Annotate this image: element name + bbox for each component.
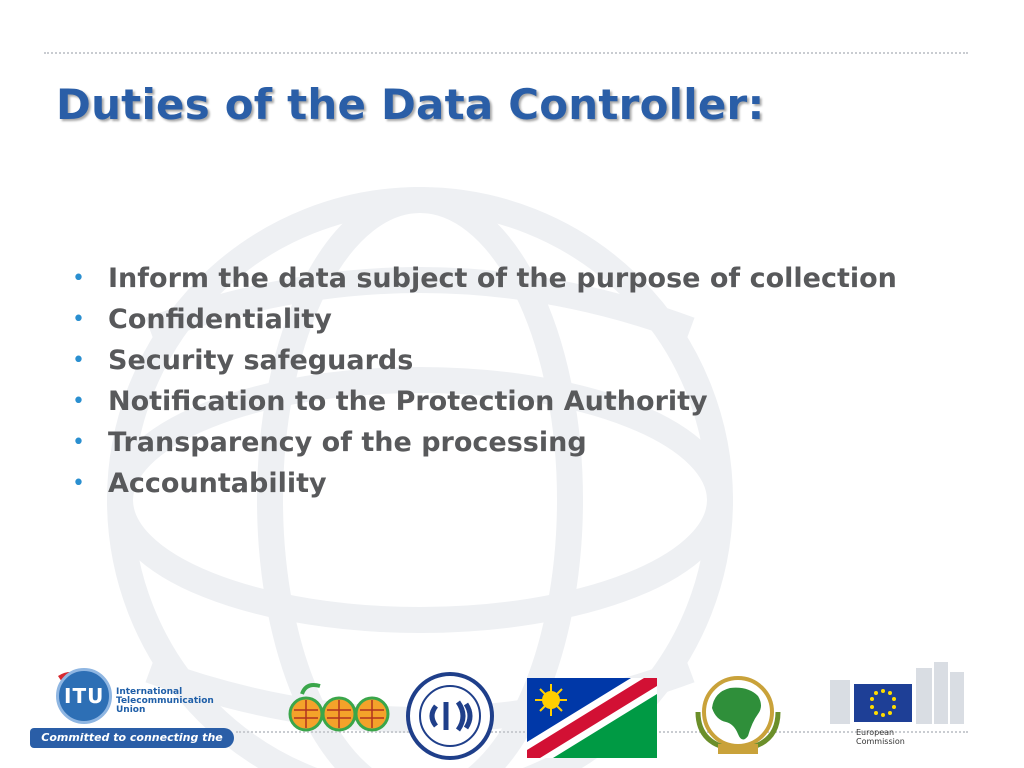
bullet-text: Confidentiality: [108, 304, 332, 335]
namibia-flag-icon: [527, 678, 657, 758]
bullet-item: [72, 260, 897, 301]
bullet-icon: •: [72, 348, 85, 373]
itu-letters: ITU: [64, 684, 105, 708]
bullet-text: Notification to the Protection Authority: [108, 386, 708, 417]
itu-logo: [28, 666, 238, 764]
top-divider: [44, 52, 968, 54]
bullet-list: [72, 260, 897, 506]
bullet-icon: •: [72, 389, 85, 414]
bullet-item: [72, 342, 897, 383]
bullet-text: Inform the data subject of the purpose of collection: [108, 263, 897, 294]
ecowas-logo-icon: [286, 680, 392, 738]
eu-flag-building-icon: [824, 662, 966, 726]
bullet-text: Accountability: [108, 468, 327, 499]
bullet-icon: •: [72, 430, 85, 455]
bullet-icon: •: [72, 471, 85, 496]
bullet-icon: •: [72, 266, 85, 291]
eu-label: European Commission: [856, 728, 905, 746]
bullet-icon: •: [72, 307, 85, 332]
bullet-item: [72, 424, 897, 465]
bullet-item: [72, 465, 897, 506]
bullet-item: [72, 301, 897, 342]
slide-title: Duties of the Data Controller:: [56, 80, 765, 129]
itu-name: International Telecommunication Union: [116, 687, 214, 715]
sadc-seal-icon: [406, 672, 494, 760]
bullet-item: [72, 383, 897, 424]
itu-tagline: Committed to connecting the world: [30, 728, 234, 748]
bullet-text: Security safeguards: [108, 345, 414, 376]
bullet-text: Transparency of the processing: [108, 427, 587, 458]
european-commission-logo: [824, 662, 966, 758]
african-union-emblem-icon: [678, 672, 798, 756]
